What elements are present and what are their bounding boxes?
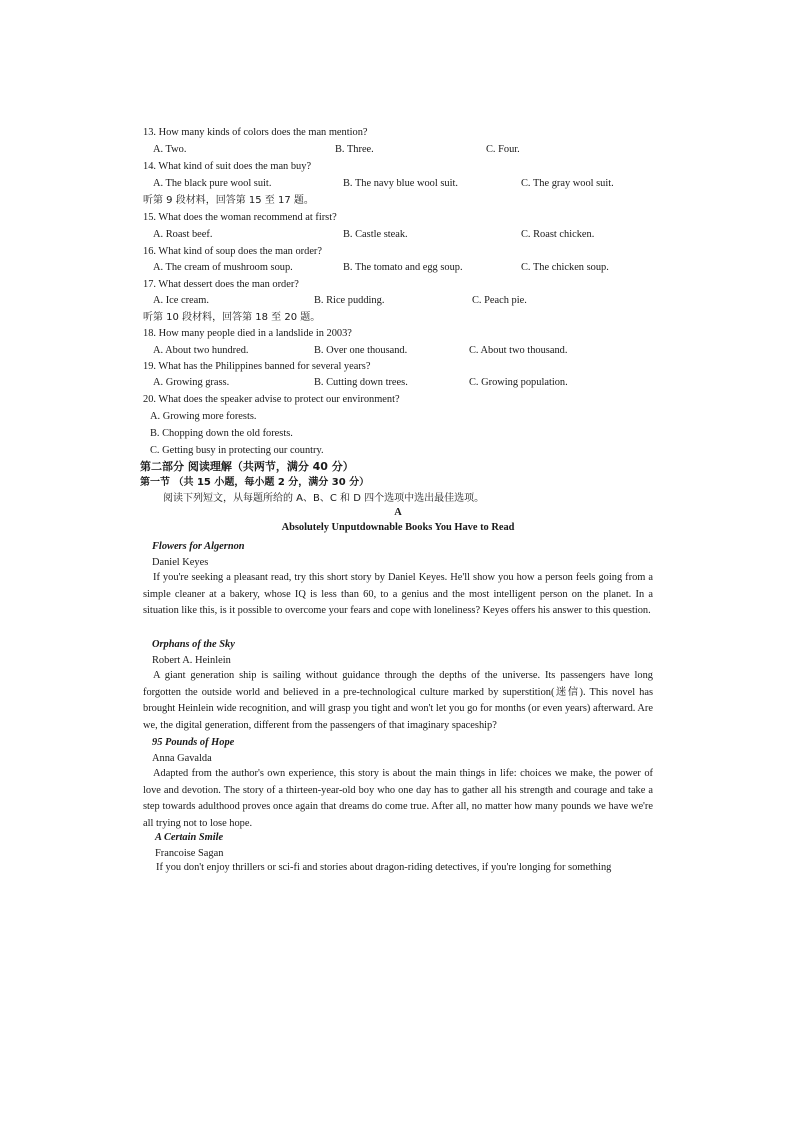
book-description-3: Adapted from the author's own experience, this story is about the main things in life: choices we make, the power of love and devotion. The story of a thirteen-year-old boy who one day has to gather all his strength and courage and take a step towards adulthood proves once again that dreams do come true. After all, no matter how many pounds we have we're all trying not to lose hope.	[143, 768, 653, 829]
question-14: 14. What kind of suit does the man buy?	[143, 161, 312, 172]
option-18-b: B. Over one thousand.	[314, 345, 408, 356]
option-16-a: A. The cream of mushroom soup.	[153, 262, 293, 273]
option-19-b: B. Cutting down trees.	[314, 377, 408, 388]
option-14-c: C. The gray wool suit.	[521, 178, 614, 189]
passage-title: Absolutely Unputdownable Books You Have to Read	[281, 522, 515, 533]
option-14-b: B. The navy blue wool suit.	[343, 178, 458, 189]
book-author-1: Daniel Keyes	[152, 557, 209, 568]
option-17-c: C. Peach pie.	[472, 295, 527, 306]
option-20-b: B. Chopping down the old forests.	[150, 428, 293, 439]
question-15: 15. What does the woman recommend at first?	[143, 212, 337, 223]
section-instruction-9: 听第 9 段材料，回答第 15 至 17 题。	[143, 195, 314, 206]
question-19: 19. What has the Philippines banned for several years?	[143, 361, 371, 372]
part2-heading: 第二部分 阅读理解（共两节，满分 40 分）	[140, 460, 354, 473]
option-13-c: C. Four.	[486, 144, 520, 155]
book-description-1: If you're seeking a pleasant read, try this short story by Daniel Keyes. He'll show you how a person feels going from a simple cleaner at a bakery, whose IQ is less than 60, to a genius and the most intelligent person on the planet. In a situation like this, is it possible to overcome your fears and cope with loneliness? Keyes offers his answer to this question.	[143, 572, 653, 617]
option-15-c: C. Roast chicken.	[521, 229, 595, 240]
book-description-4: If you don't enjoy thrillers or sci-fi and stories about dragon-riding detectives, if you're longing for something	[156, 862, 612, 873]
section-instruction-10: 听第 10 段材料，回答第 18 至 20 题。	[143, 312, 321, 323]
book-description-2: A giant generation ship is sailing without guidance through the depths of the universe. Its passengers have long forgotten the outside world and believed in a pre-technological culture marked by superstition(迷信). This novel has brought Heinlein wide recognition, and will grasp you tight and won't let you go for months (or even years) afterward. Are we, the digital generation, different from the passengers of that imaginary spaceship?	[143, 670, 653, 731]
book-title-4: A Certain Smile	[155, 832, 224, 843]
book-title-3: 95 Pounds of Hope	[152, 737, 235, 748]
option-18-c: C. About two thousand.	[469, 345, 568, 356]
option-16-b: B. The tomato and egg soup.	[343, 262, 463, 273]
option-18-a: A. About two hundred.	[153, 345, 249, 356]
book-title-2: Orphans of the Sky	[152, 639, 235, 650]
book-author-4: Francoise Sagan	[155, 848, 224, 859]
option-20-c: C. Getting busy in protecting our country.	[150, 445, 324, 456]
question-20: 20. What does the speaker advise to protect our environment?	[143, 394, 400, 405]
option-16-c: C. The chicken soup.	[521, 262, 609, 273]
option-20-a: A. Growing more forests.	[150, 411, 257, 422]
book-title-1: Flowers for Algernon	[152, 541, 245, 552]
question-16: 16. What kind of soup does the man order?	[143, 246, 323, 257]
reading-instruction: 阅读下列短文，从每题所给的 A、B、C 和 D 四个选项中选出最佳选项。	[163, 493, 485, 504]
section1-heading: 第一节 （共 15 小题，每小题 2 分，满分 30 分）	[140, 477, 370, 488]
passage-letter: A	[394, 507, 402, 518]
book-author-3: Anna Gavalda	[152, 753, 212, 764]
option-14-a: A. The black pure wool suit.	[153, 178, 272, 189]
question-17: 17. What dessert does the man order?	[143, 279, 299, 290]
option-15-b: B. Castle steak.	[343, 229, 408, 240]
option-19-a: A. Growing grass.	[153, 377, 230, 388]
question-18: 18. How many people died in a landslide in 2003?	[143, 328, 352, 339]
question-13: 13. How many kinds of colors does the man mention?	[143, 127, 368, 138]
option-15-a: A. Roast beef.	[153, 229, 213, 240]
option-17-a: A. Ice cream.	[153, 295, 209, 306]
option-19-c: C. Growing population.	[469, 377, 568, 388]
book-author-2: Robert A. Heinlein	[152, 655, 231, 666]
option-13-b: B. Three.	[335, 144, 374, 155]
option-13-a: A. Two.	[153, 144, 187, 155]
option-17-b: B. Rice pudding.	[314, 295, 385, 306]
